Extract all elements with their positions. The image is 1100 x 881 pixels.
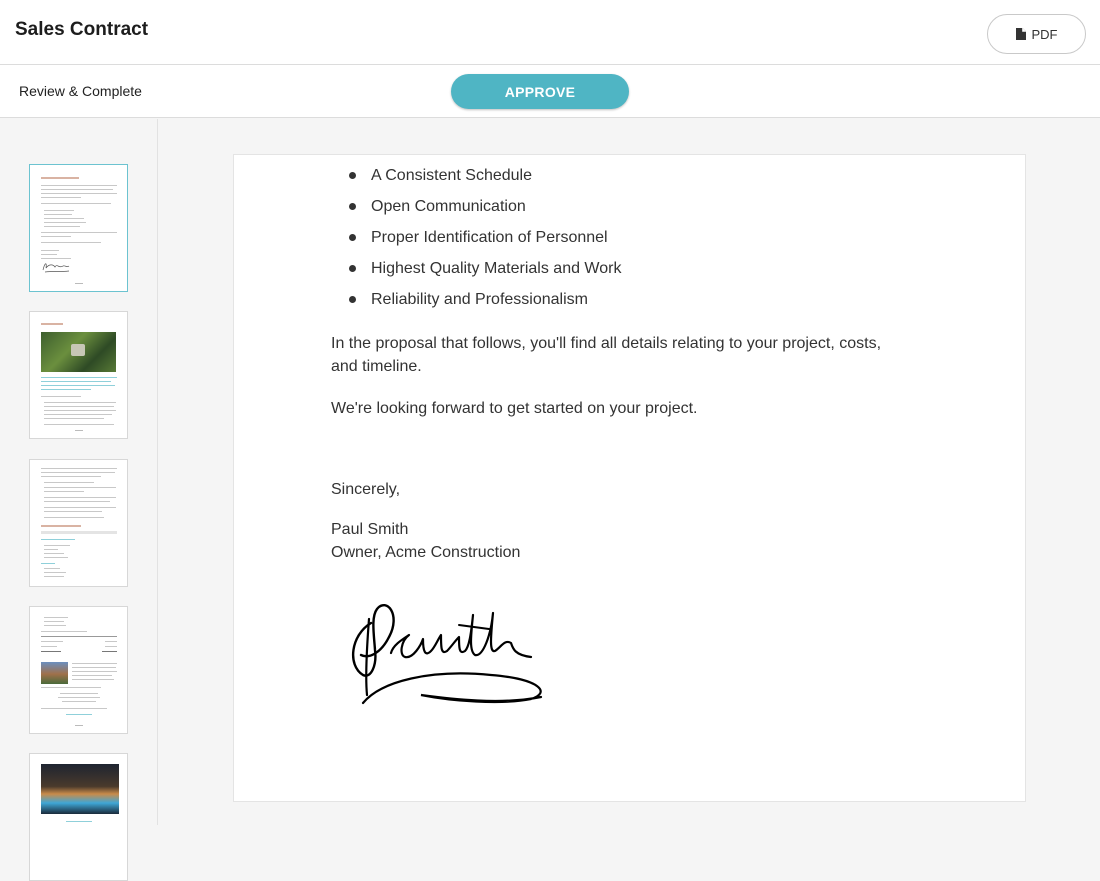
list-item (349, 227, 621, 258)
page-thumbnail-1[interactable] (29, 164, 128, 292)
bullet-text: Reliability and Professionalism (371, 291, 588, 308)
file-icon (1016, 28, 1026, 40)
page-thumbnail-2[interactable] (29, 311, 128, 439)
page-title: Sales Contract (15, 19, 149, 40)
list-item (349, 165, 621, 196)
bullet-text: Proper Identification of Personnel (371, 229, 608, 246)
pdf-button-label: PDF (1031, 26, 1058, 42)
pdf-button[interactable] (987, 14, 1086, 54)
proposal-paragraph: In the proposal that follows, you'll find all details relating to your project, costs, and timeline. (331, 335, 882, 375)
action-bar (0, 65, 1100, 118)
page-thumbnails-sidebar[interactable] (0, 119, 158, 825)
approve-button[interactable]: APPROVE (451, 74, 629, 109)
bullet-text: Highest Quality Materials and Work (371, 260, 622, 277)
page-thumbnail-5[interactable] (29, 753, 128, 881)
document-page (233, 154, 1026, 802)
list-item (349, 196, 621, 227)
bullet-list (349, 165, 621, 320)
top-bar (0, 0, 1100, 65)
sincerely-text: Sincerely, (331, 481, 401, 498)
signer-name: Paul Smith (331, 521, 409, 538)
list-item (349, 289, 621, 320)
page-thumbnail-4[interactable] (29, 606, 128, 734)
signer-title: Owner, Acme Construction (331, 544, 521, 561)
signature-image (341, 595, 561, 720)
list-item (349, 258, 621, 289)
closing-paragraph: We're looking forward to get started on your project. (331, 400, 698, 417)
bullet-text: Open Communication (371, 198, 526, 215)
review-complete-label: Review & Complete (19, 83, 142, 99)
bullet-text: A Consistent Schedule (371, 167, 532, 184)
page-thumbnail-3[interactable] (29, 459, 128, 587)
